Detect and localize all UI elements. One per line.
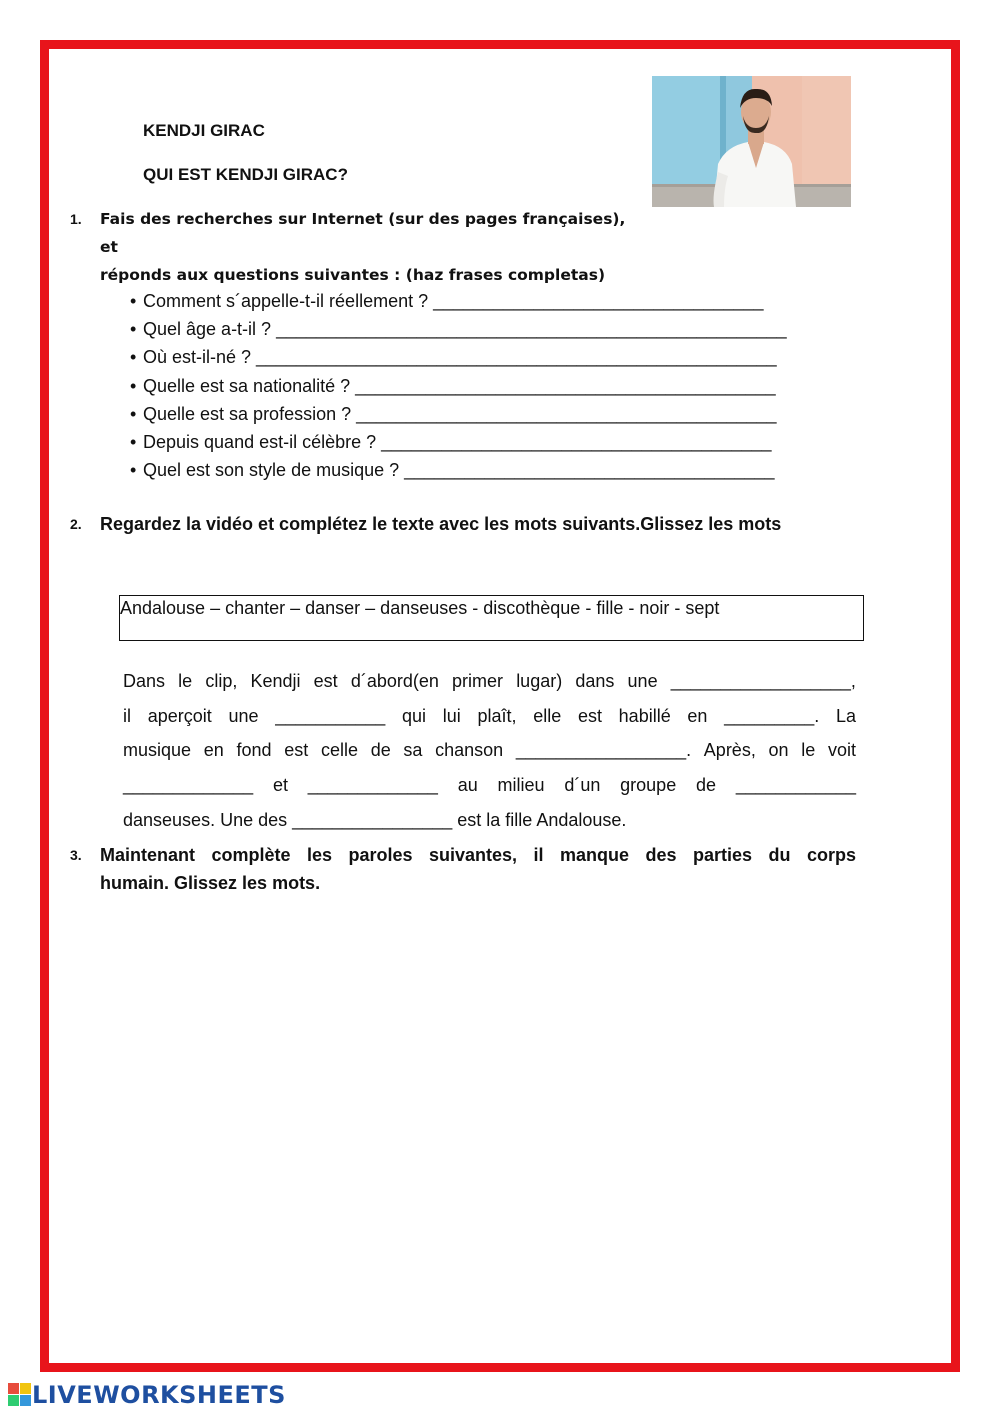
paragraph-line — [123, 664, 856, 699]
question-1-list — [130, 287, 850, 484]
list-item[interactable] — [130, 372, 850, 400]
bullet-icon: • — [130, 319, 137, 340]
paragraph-word: chanson — [435, 740, 504, 761]
question-2-number: 2. — [70, 516, 82, 532]
list-item[interactable] — [130, 400, 850, 428]
question-1-instructions — [100, 205, 640, 289]
paragraph-word: Après, — [703, 740, 756, 761]
paragraph-word: La — [835, 705, 856, 726]
paragraph-word[interactable]: ____________ — [735, 775, 856, 796]
list-item-text: Quelle est sa profession ? __________________________________________ — [143, 403, 777, 424]
liveworksheets-logo[interactable] — [8, 1380, 286, 1410]
paragraph-word: en — [203, 740, 224, 761]
paragraph-word: celle — [320, 740, 358, 761]
question-3-line-1: Maintenant complète les paroles suivantes, il manque des parties du corps — [100, 845, 856, 865]
paragraph-word: est — [284, 740, 309, 761]
question-3-number: 3. — [70, 847, 82, 863]
paragraph-word: en — [687, 705, 708, 726]
paragraph-word: voit — [827, 740, 856, 761]
paragraph-word: sa — [403, 740, 423, 761]
paragraph-word: le — [178, 671, 193, 691]
page-subtitle: QUI EST KENDJI GIRAC? — [143, 165, 348, 184]
paragraph-word[interactable]: ___________ — [275, 705, 386, 726]
paragraph-word: groupe — [620, 775, 677, 796]
logo-icon — [8, 1382, 32, 1408]
paragraph-word: est — [313, 671, 338, 691]
list-item-text: Quel est son style de musique ? _____________________________________ — [143, 460, 775, 481]
paragraph-word: on — [768, 740, 789, 761]
word-bank — [119, 595, 864, 641]
bullet-icon: • — [130, 403, 137, 424]
list-item[interactable] — [130, 287, 850, 315]
question-1-line-1: Fais des recherches sur Internet (sur des pages françaises), et — [100, 210, 626, 256]
paragraph-word: aperçoit — [147, 705, 212, 726]
list-item-text: Comment s´appelle-t-il réellement ? _________________________________ — [143, 291, 764, 311]
bullet-icon: • — [130, 291, 137, 311]
paragraph-word: fond — [236, 740, 272, 761]
list-item[interactable] — [130, 428, 850, 456]
paragraph-word: elle — [533, 705, 562, 726]
paragraph-word: d´un — [564, 775, 601, 796]
list-item-text: Quelle est sa nationalité ? __________________________________________ — [143, 375, 776, 396]
paragraph-word: clip, — [205, 671, 238, 691]
paragraph-word: d´abord(en — [350, 671, 439, 691]
bullet-icon: • — [130, 460, 137, 481]
paragraph-word: dans — [575, 671, 615, 691]
paragraph-word: le — [801, 740, 816, 761]
paragraph-word: lui — [442, 705, 461, 726]
paragraph-word: qui — [402, 705, 427, 726]
paragraph-word[interactable]: _____________ — [307, 775, 438, 796]
question-3-instructions — [100, 841, 856, 897]
paragraph-word: de — [370, 740, 391, 761]
list-item[interactable] — [130, 343, 850, 371]
paragraph-word[interactable]: _________. — [724, 705, 820, 726]
paragraph-line — [123, 768, 856, 803]
word-bank-text: Andalouse – chanter – danser – danseuses - discothèque - fille - noir - sept — [120, 598, 720, 618]
paragraph-word: et — [272, 775, 288, 796]
paragraph-word[interactable]: __________________, — [670, 671, 856, 691]
question-1-number: 1. — [70, 211, 82, 227]
page-title: KENDJI GIRAC — [143, 121, 265, 140]
list-item-text: Depuis quand est-il célèbre ? _______________________________________ — [143, 431, 772, 452]
paragraph-word: de — [696, 775, 717, 796]
list-item[interactable] — [130, 456, 850, 484]
person-photo-svg — [652, 76, 851, 207]
paragraph-word[interactable]: _________________. — [515, 740, 692, 761]
paragraph-line — [123, 699, 856, 734]
paragraph-line — [123, 803, 856, 838]
paragraph-word: primer — [452, 671, 504, 691]
fill-in-paragraph — [123, 664, 856, 837]
list-item-text: Où est-il-né ? ____________________________________________________ — [143, 347, 777, 368]
paragraph-word: une — [228, 705, 259, 726]
person-photo — [652, 76, 851, 207]
paragraph-text: danseuses. Une des ________________ est la fille Andalouse. — [123, 809, 627, 830]
paragraph-word: Kendji — [250, 671, 301, 691]
question-3-line-2: humain. Glissez les mots. — [100, 873, 321, 893]
paragraph-word: milieu — [497, 775, 545, 796]
paragraph-word: Dans — [123, 671, 166, 691]
paragraph-word: il — [123, 705, 131, 726]
paragraph-line — [123, 733, 856, 768]
bullet-icon: • — [130, 347, 137, 368]
paragraph-word: musique — [123, 740, 192, 761]
bullet-icon: • — [130, 431, 137, 452]
bullet-icon: • — [130, 375, 137, 396]
paragraph-word: au — [457, 775, 478, 796]
paragraph-word: habillé — [618, 705, 671, 726]
paragraph-word: plaît, — [477, 705, 517, 726]
list-item[interactable] — [130, 315, 850, 343]
paragraph-word[interactable]: _____________ — [123, 775, 254, 796]
question-1-line-2: réponds aux questions suivantes : (haz frases completas) — [100, 266, 606, 284]
question-2-instructions: Regardez la vidéo et complétez le texte avec les mots suivants.Glissez les mots — [100, 514, 782, 534]
logo-text: LIVEWORKSHEETS — [32, 1381, 286, 1409]
list-item-text: Quel âge a-t-il ? ___________________________________________________ — [143, 319, 787, 340]
paragraph-word: une — [627, 671, 658, 691]
paragraph-word: lugar) — [516, 671, 563, 691]
paragraph-word: est — [577, 705, 602, 726]
